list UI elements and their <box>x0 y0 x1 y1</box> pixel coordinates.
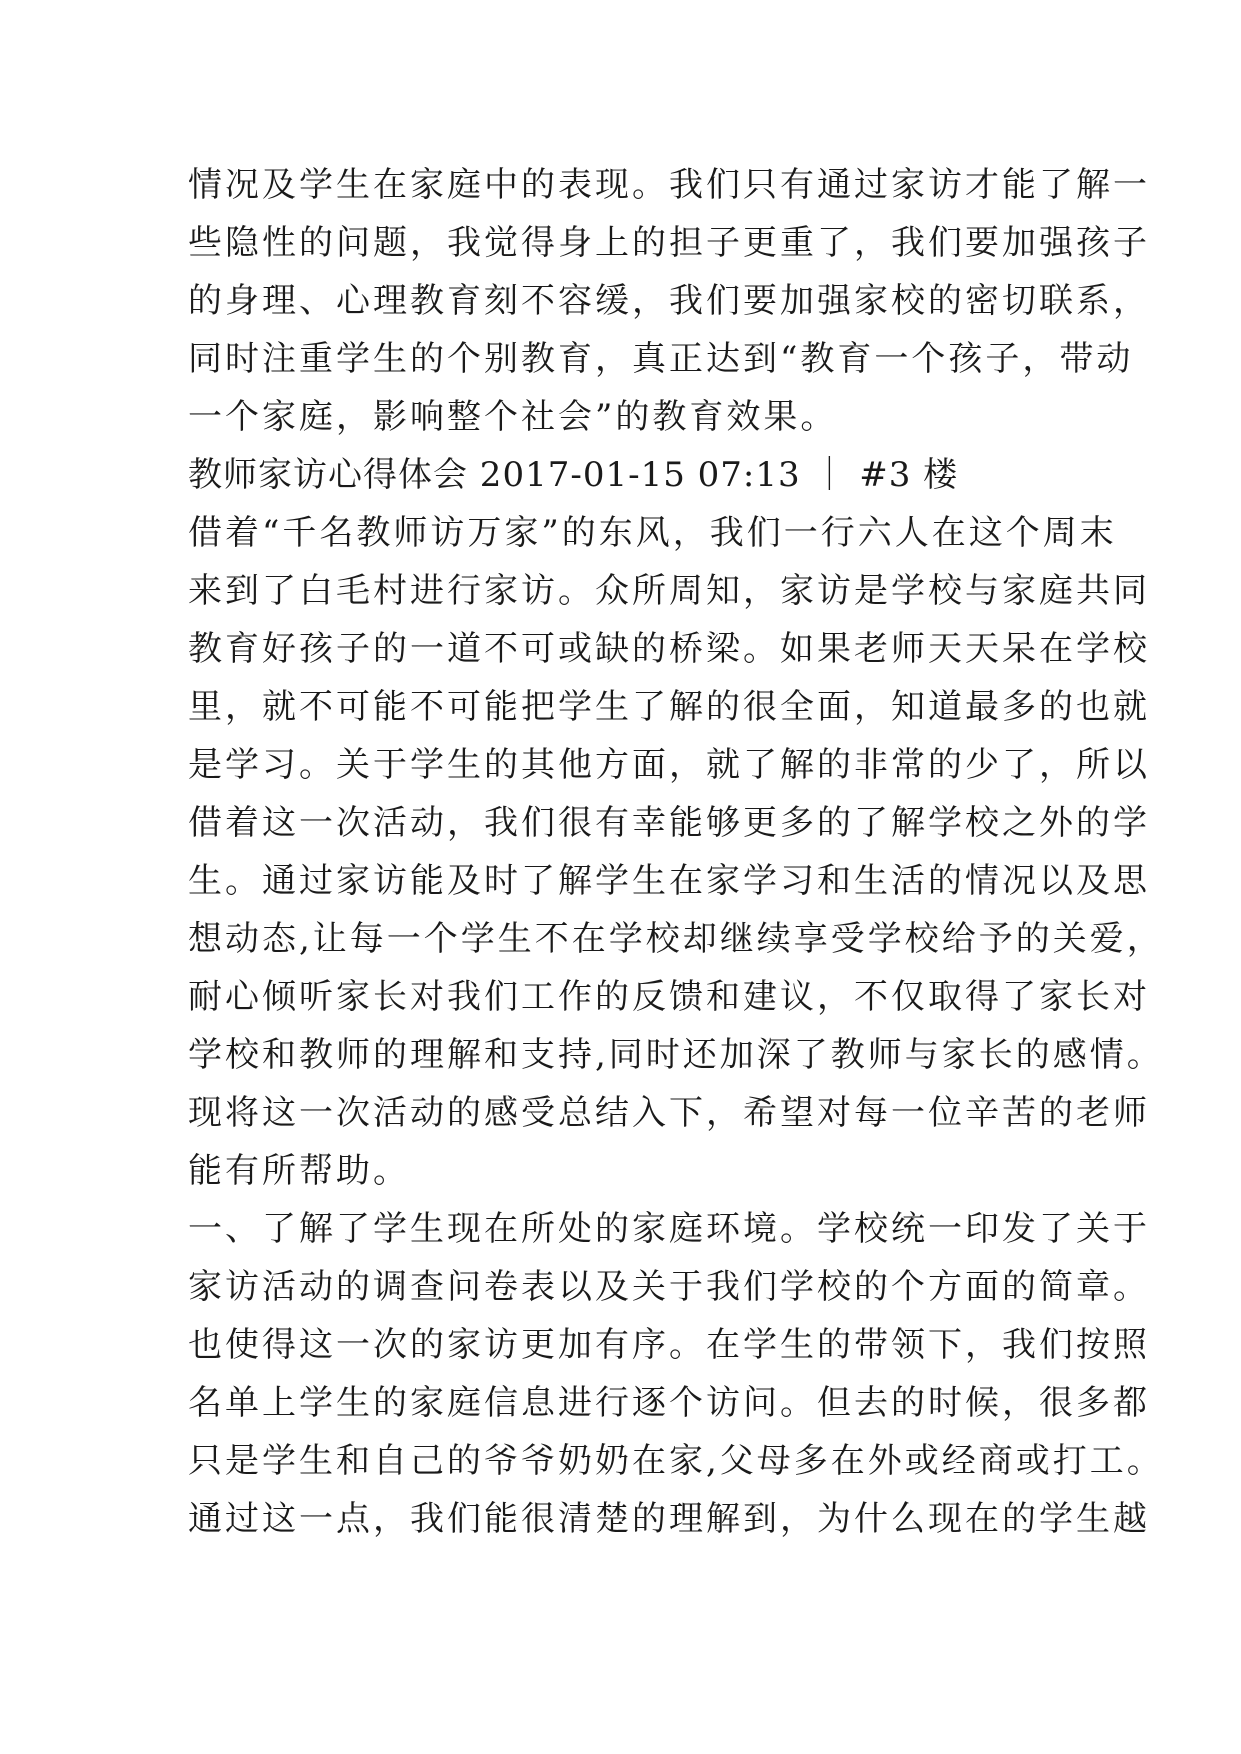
text-line: 是学习。关于学生的其他方面，就了解的非常的少了，所以 <box>188 745 1150 785</box>
text-line: 同时注重学生的个别教育，真正达到“教育一个孩子，带动 <box>188 339 1134 379</box>
text-line: 只是学生和自己的爷爷奶奶在家,父母多在外或经商或打工。 <box>188 1441 1164 1481</box>
text-line: 些隐性的问题，我觉得身上的担子更重了，我们要加强孩子 <box>188 223 1150 263</box>
text-line: 通过这一点，我们能很清楚的理解到，为什么现在的学生越 <box>188 1499 1150 1539</box>
text-line: 能有所帮助。 <box>188 1151 410 1191</box>
text-line: 学校和教师的理解和支持,同时还加深了教师与家长的感情。 <box>188 1035 1164 1075</box>
text-line: 来到了白毛村进行家访。众所周知，家访是学校与家庭共同 <box>188 571 1150 611</box>
text-line: 生。通过家访能及时了解学生在家学习和生活的情况以及思 <box>188 861 1150 901</box>
text-line: 情况及学生在家庭中的表现。我们只有通过家访才能了解一 <box>188 165 1150 205</box>
text-line: 教育好孩子的一道不可或缺的桥梁。如果老师天天呆在学校 <box>188 629 1150 669</box>
post-heading: 教师家访心得体会 2017-01-15 07:13 ｜ #3 楼 <box>188 455 959 495</box>
text-line: 也使得这一次的家访更加有序。在学生的带领下，我们按照 <box>188 1325 1150 1365</box>
text-line: 家访活动的调查问卷表以及关于我们学校的个方面的简章。 <box>188 1267 1150 1307</box>
text-line: 一、了解了学生现在所处的家庭环境。学校统一印发了关于 <box>188 1209 1150 1249</box>
text-line: 耐心倾听家长对我们工作的反馈和建议，不仅取得了家长对 <box>188 977 1150 1017</box>
text-line: 里，就不可能不可能把学生了解的很全面，知道最多的也就 <box>188 687 1150 727</box>
text-line: 想动态,让每一个学生不在学校却继续享受学校给予的关爱， <box>188 919 1164 959</box>
document-body <box>188 156 1164 1548</box>
text-line: 的身理、心理教育刻不容缓，我们要加强家校的密切联系， <box>188 281 1150 321</box>
text-line: 名单上学生的家庭信息进行逐个访问。但去的时候，很多都 <box>188 1383 1150 1423</box>
text-line: 现将这一次活动的感受总结入下，希望对每一位辛苦的老师 <box>188 1093 1150 1133</box>
text-line: 借着“千名教师访万家”的东风，我们一行六人在这个周末 <box>188 513 1117 553</box>
text-line: 一个家庭，影响整个社会”的教育效果。 <box>188 397 838 437</box>
text-line: 借着这一次活动，我们很有幸能够更多的了解学校之外的学 <box>188 803 1150 843</box>
